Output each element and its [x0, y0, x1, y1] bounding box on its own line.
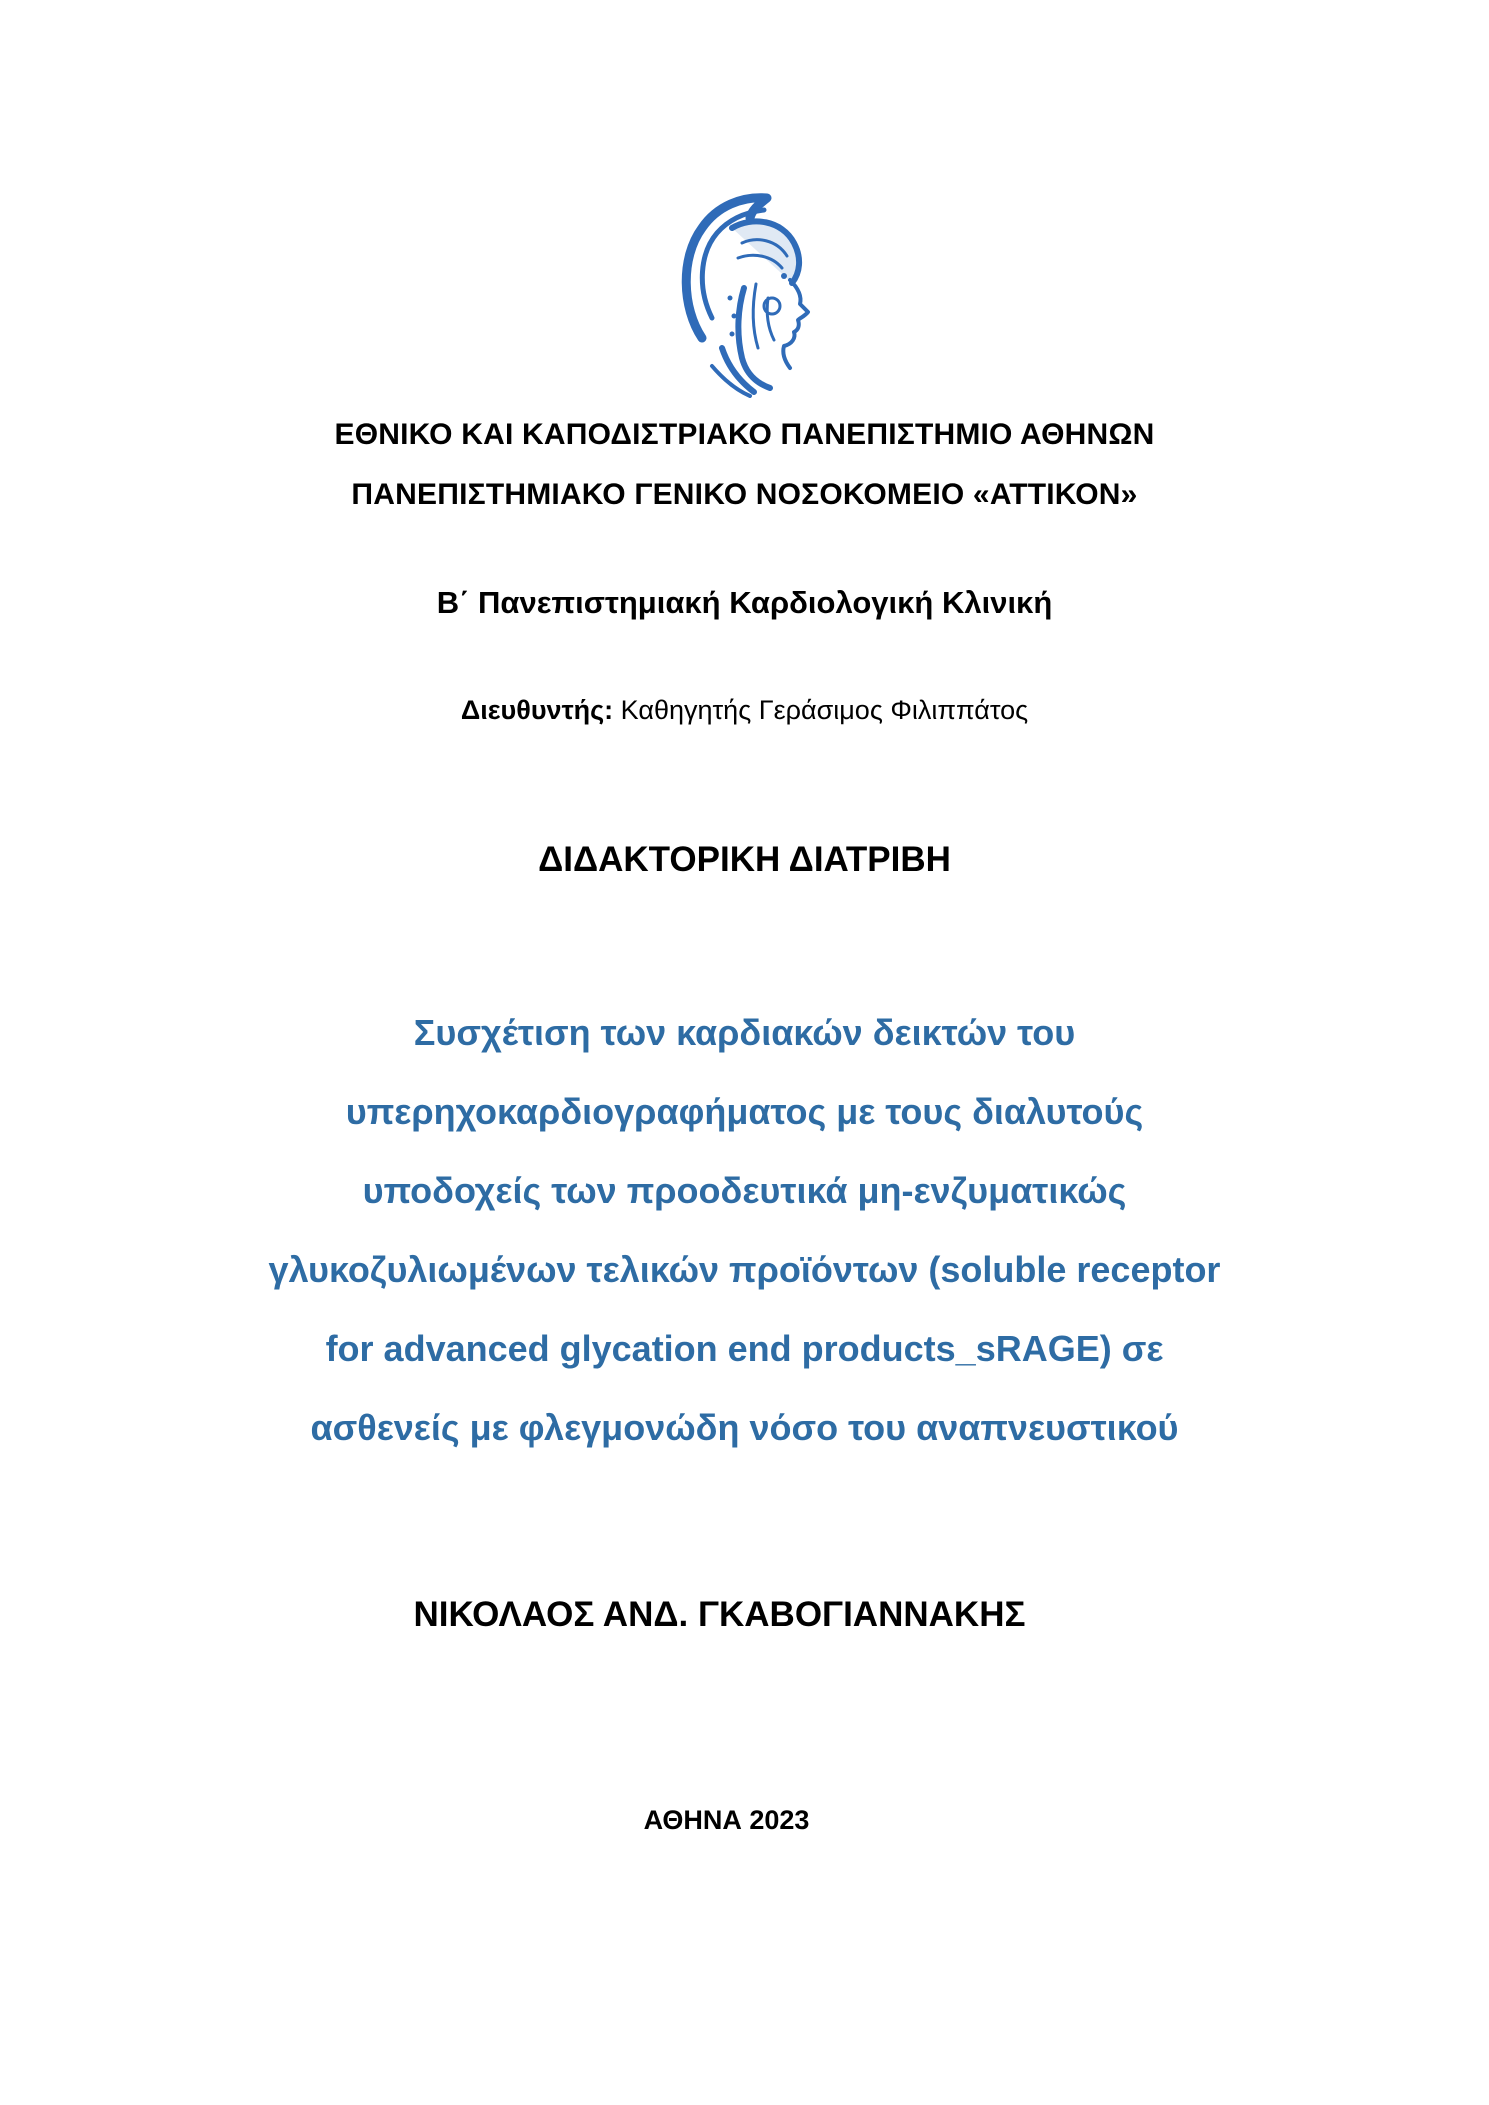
title-line: ασθενείς με φλεγμονώδη νόσο του αναπνευστικού — [310, 1407, 1179, 1448]
document-type: ΔΙΔΑΚΤΟΡΙΚΗ ΔΙΑΤΡΙΒΗ — [538, 840, 951, 879]
hospital-name: ΠΑΝΕΠΙΣΤΗΜΙΑΚΟ ΓΕΝΙΚΟ ΝΟΣΟΚΟΜΕΙΟ «ΑΤΤΙΚΟΝ» — [351, 478, 1138, 511]
title-line: Συσχέτιση των καρδιακών δεικτών του — [413, 1012, 1076, 1053]
director-label: Διευθυντής: — [460, 695, 614, 725]
athena-head-emblem-icon — [672, 188, 817, 398]
place-year: ΑΘΗΝΑ 2023 — [643, 1805, 810, 1835]
clinic-name: Β΄ Πανεπιστημιακή Καρδιολογική Κλινική — [436, 585, 1053, 620]
title-line: for advanced glycation end products_sRAGE) σε — [325, 1328, 1164, 1369]
title-line: γλυκοζυλιωμένων τελικών προϊόντων (soluble receptor — [268, 1249, 1221, 1290]
director-line — [0, 695, 1489, 726]
title-line: υποδοχείς των προοδευτικά μη-ενζυματικώς — [362, 1170, 1127, 1211]
university-name: ΕΘΝΙΚΟ ΚΑΙ ΚΑΠΟΔΙΣΤΡΙΑΚΟ ΠΑΝΕΠΙΣΤΗΜΙΟ ΑΘΗΝΩΝ — [334, 418, 1155, 451]
director-name: Καθηγητής Γεράσιμος Φιλιππάτος — [620, 695, 1029, 725]
author-name: ΝΙΚΟΛΑΟΣ ΑΝΔ. ΓΚΑΒΟΓΙΑΝΝΑΚΗΣ — [413, 1595, 1026, 1634]
title-line: υπερηχοκαρδιογραφήματος με τους διαλυτούς — [345, 1091, 1144, 1132]
